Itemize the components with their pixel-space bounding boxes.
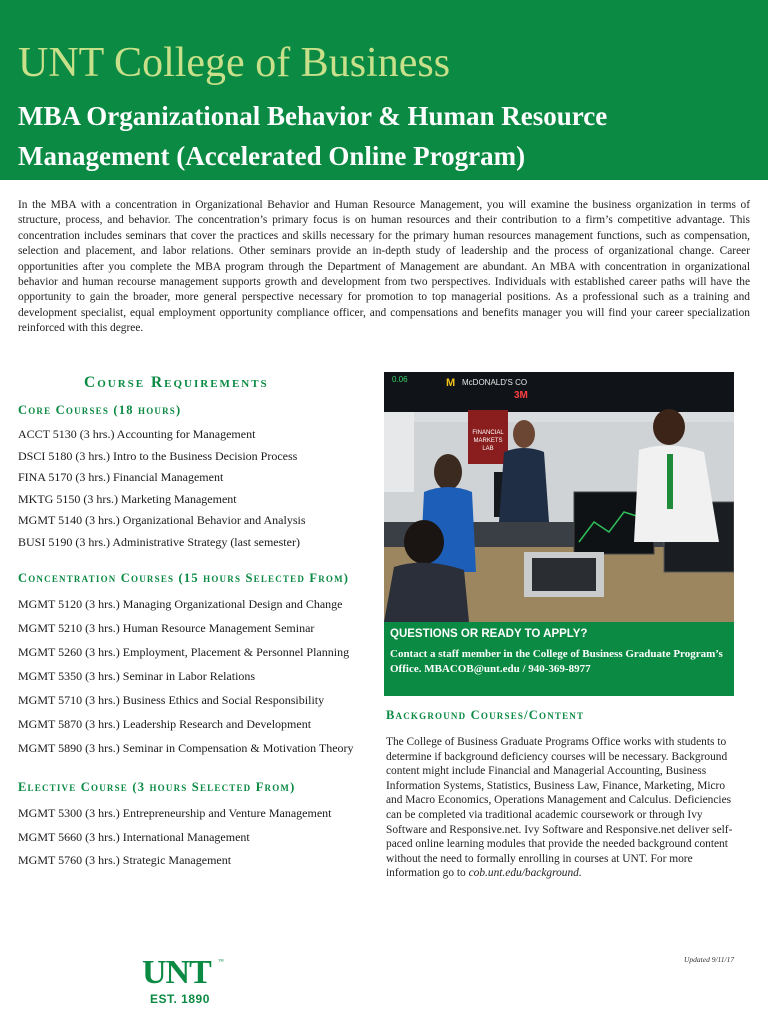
- course-item: MGMT 5260 (3 hrs.) Employment, Placement & Personnel Planning: [18, 645, 350, 659]
- updated-date: Updated 9/11/17: [684, 955, 735, 964]
- logo-established: EST. 1890: [150, 992, 210, 1006]
- student-man-right-head: [653, 409, 685, 445]
- photo-illustration: [384, 372, 734, 622]
- student-foreground-head: [404, 520, 444, 564]
- logo-wordmark: UNT: [142, 954, 211, 991]
- lab-sign: [468, 410, 508, 464]
- course-item: MGMT 5870 (3 hrs.) Leadership Research and Development: [18, 717, 312, 731]
- student-woman-head: [434, 454, 462, 490]
- ticker-left-text: 0.06: [392, 375, 408, 384]
- whiteboard: [384, 412, 414, 492]
- ticker-3m-text: 3M: [514, 390, 528, 401]
- elective-course-heading: Elective Course (3 hours Selected From): [18, 780, 296, 794]
- lab-sign-line-1: FINANCIAL: [472, 430, 504, 436]
- college-title: UNT College of Business: [18, 40, 451, 86]
- course-item: DSCI 5180 (3 hrs.) Intro to the Business Decision Process: [18, 448, 298, 463]
- program-title: MBA Organizational Behavior & Human Resource Management (Accelerated Online Program): [18, 101, 608, 171]
- course-item: MGMT 5120 (3 hrs.) Managing Organizational Design and Change: [18, 597, 343, 611]
- student-man-center-head: [513, 420, 535, 448]
- callout-contact: Contact a staff member in the College of Business Graduate Program’s Office. MBACOB@unt.edu / 940-369-8977: [390, 648, 723, 675]
- background-link[interactable]: cob.unt.edu/background.: [468, 867, 582, 880]
- ticker-board: [384, 372, 734, 412]
- course-item: BUSI 5190 (3 hrs.) Administrative Strategy (last semester): [18, 534, 300, 549]
- concentration-courses-heading: Concentration Courses (15 hours Selected From): [18, 571, 350, 585]
- header-banner: [0, 0, 768, 180]
- core-courses-heading: Core Courses (18 hours): [18, 403, 182, 417]
- green-tie: [667, 454, 673, 509]
- elective-course-list: [18, 802, 378, 873]
- course-item: ACCT 5130 (3 hrs.) Accounting for Management: [18, 427, 256, 441]
- background-paragraph: [386, 735, 738, 881]
- apply-callout-box: [384, 622, 734, 696]
- background-courses-heading: Background Courses/Content: [386, 708, 585, 722]
- laptop-screen: [532, 558, 596, 591]
- intro-paragraph: In the MBA with a concentration in Organizational Behavior and Human Resource Management, you will examine the business organization in terms of structure, process, and behavior. The concentration’s primary focus is on human resources and their contribution to a firm’s competitive advantage. This concentration includes seminars that cover the practices and skills necessary for the primary human resources management functions, such as compensation, selection and placement, and labor relations. Other seminars provide an in-depth study of leadership and the process of organizational change. Career opportunities after you complete the MBA program through the Department of Management are abundant. An MBA with concentration in organizational behavior and human recourse management supports growth and development from two perspectives. Individuals with established career paths will have the opportunity to gain the broader, more general perspective necessary for promotion to top managerial positions. As a professional such as a training and development specialist, equal employment opportunity compliance officer, and compensations and benefits manager you will find your career specialization reinforced with this degree.: [18, 199, 750, 335]
- course-item: MGMT 5760 (3 hrs.) Strategic Management: [18, 853, 232, 867]
- callout-question: QUESTIONS OR READY TO APPLY?: [390, 628, 588, 640]
- course-item: MGMT 5300 (3 hrs.) Entrepreneurship and Venture Management: [18, 806, 332, 820]
- student-man-center-body: [499, 448, 549, 522]
- background-text: The College of Business Graduate Programs Office works with students to determine if background deficiency courses will be necessary. Background content might include Financial and Managerial Accounting, Business Information Systems, Statistics, Business Law, Finance, Marketing, Micro and Macro Economics, Operations Management and Calculus. Deficiencies can be completed via traditional academic coursework or through Ivy Software and Responsive.net. Ivy Software and Responsive.net deliver self-paced online learning modules that provide the needed background content without the need to formally enrolling in courses at UNT. For more information go to: [386, 736, 733, 880]
- course-item: MGMT 5350 (3 hrs.) Seminar in Labor Relations: [18, 669, 256, 683]
- course-item: MGMT 5210 (3 hrs.) Human Resource Management Seminar: [18, 621, 315, 635]
- ticker-brand-text: McDONALD'S CO: [462, 378, 528, 387]
- lab-sign-line-2: MARKETS: [473, 438, 503, 444]
- course-item: MGMT 5660 (3 hrs.) International Management: [18, 829, 250, 844]
- course-requirements-heading: Course Requirements: [84, 374, 269, 391]
- ticker-m-logo: M: [446, 377, 456, 389]
- course-item: MGMT 5890 (3 hrs.) Seminar in Compensation & Motivation Theory: [18, 741, 354, 755]
- student-foreground-body: [384, 563, 469, 622]
- course-item: FINA 5170 (3 hrs.) Financial Management: [18, 470, 224, 485]
- concentration-course-list: [18, 592, 378, 760]
- students-trading-lab-photo: [384, 372, 734, 622]
- course-item: MGMT 5710 (3 hrs.) Business Ethics and Social Responsibility: [18, 693, 325, 707]
- lab-sign-line-3: LAB: [482, 446, 494, 452]
- logo-trademark: ™: [218, 959, 224, 965]
- core-course-list: [18, 424, 378, 554]
- course-item: MKTG 5150 (3 hrs.) Marketing Management: [18, 491, 237, 506]
- unt-logo: [142, 956, 228, 1012]
- course-item: MGMT 5140 (3 hrs.) Organizational Behavior and Analysis: [18, 513, 306, 528]
